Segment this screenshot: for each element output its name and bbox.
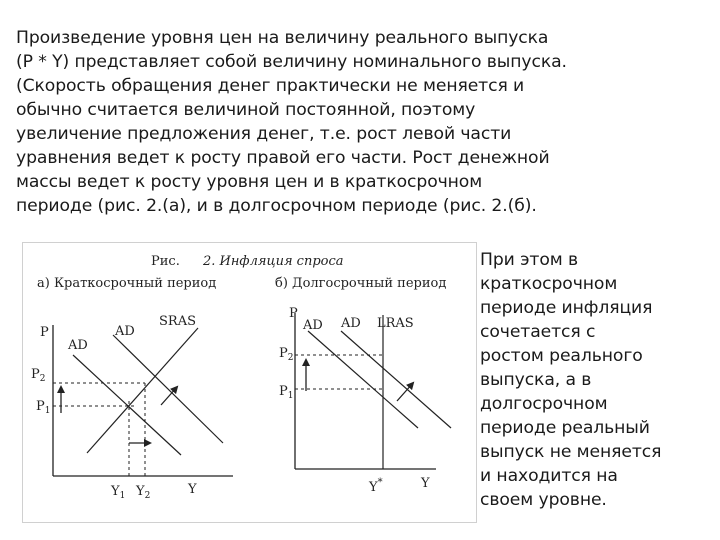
panel-a-chart bbox=[31, 314, 233, 501]
paragraph-line: массы ведет к росту уровня цен и в краткосрочном bbox=[16, 172, 483, 192]
panel-a-y2-label: $Y_2$ bbox=[136, 484, 151, 501]
paragraph-line: увеличение предложения денег, т.е. рост левой части bbox=[16, 124, 512, 144]
panel-b-ystar-label: Y* bbox=[369, 477, 383, 495]
panel-b-ad2-curve bbox=[341, 331, 451, 428]
side-note-line: периоде реальный bbox=[480, 418, 650, 438]
side-note-line: и находится на bbox=[480, 466, 618, 486]
panel-a-ad1-curve bbox=[73, 355, 181, 455]
figure-svg bbox=[23, 243, 476, 522]
paragraph-line: (Скорость обращения денег практически не меняется и bbox=[16, 76, 525, 96]
side-note-line: долгосрочном bbox=[480, 394, 608, 414]
figure-caption-prefix: Рис. bbox=[151, 254, 180, 269]
panel-a-ad1-label: AD bbox=[68, 338, 88, 353]
panel-a-ad2-label: AD bbox=[115, 324, 135, 339]
side-note-line: краткосрочном bbox=[480, 274, 618, 294]
paragraph-line: периоде (рис. 2.(а), и в долгосрочном периоде (рис. 2.(б). bbox=[16, 196, 537, 216]
side-note-line: выпуска, а в bbox=[480, 370, 592, 390]
panel-a-sras-label: SRAS bbox=[159, 314, 196, 329]
paragraph-line: уравнения ведет к росту правой его части. Рост денежной bbox=[16, 148, 550, 168]
side-note-line: периоде инфляция bbox=[480, 298, 653, 318]
panel-b-p1-label: $P_1$ bbox=[279, 384, 294, 401]
side-note-line: ростом реального bbox=[480, 346, 643, 366]
paragraph-line: Произведение уровня цен на величину реального выпуска bbox=[16, 28, 549, 48]
main-paragraph bbox=[16, 26, 711, 218]
panel-a-title: а) Краткосрочный период bbox=[37, 276, 217, 291]
panel-b-y-axis-label: P bbox=[289, 306, 298, 321]
panel-b-title: б) Долгосрочный период bbox=[275, 276, 447, 291]
panel-a-p2-label: $P_2$ bbox=[31, 367, 46, 384]
side-note bbox=[480, 248, 718, 512]
figure-demand-inflation bbox=[22, 242, 477, 523]
panel-b-ad1-curve bbox=[308, 331, 418, 428]
panel-b-ad1-label: AD bbox=[303, 318, 323, 333]
side-note-line: сочетается с bbox=[480, 322, 596, 342]
side-note-line: своем уровне. bbox=[480, 490, 607, 510]
side-note-line: выпуск не меняется bbox=[480, 442, 662, 462]
panel-a-x-axis-label: Y bbox=[188, 482, 197, 497]
paragraph-line: обычно считается величиной постоянной, поэтому bbox=[16, 100, 476, 120]
paragraph-line: (P * Y) представляет собой величину номинального выпуска. bbox=[16, 52, 567, 72]
panel-a-y-axis-label: P bbox=[40, 325, 49, 340]
panel-b-chart bbox=[279, 306, 451, 495]
panel-a-sras-curve bbox=[87, 328, 198, 453]
panel-b-x-axis-label: Y bbox=[421, 476, 430, 491]
panel-a-y1-label: $Y_1$ bbox=[111, 484, 126, 501]
panel-a-p1-label: $P_1$ bbox=[36, 399, 51, 416]
panel-b-ad2-label: AD bbox=[341, 316, 361, 331]
panel-b-p2-label: $P_2$ bbox=[279, 346, 294, 363]
panel-b-lras-label: LRAS bbox=[377, 316, 414, 331]
figure-caption-title: 2. Инфляция спроса bbox=[203, 254, 344, 269]
side-note-line: При этом в bbox=[480, 250, 578, 270]
